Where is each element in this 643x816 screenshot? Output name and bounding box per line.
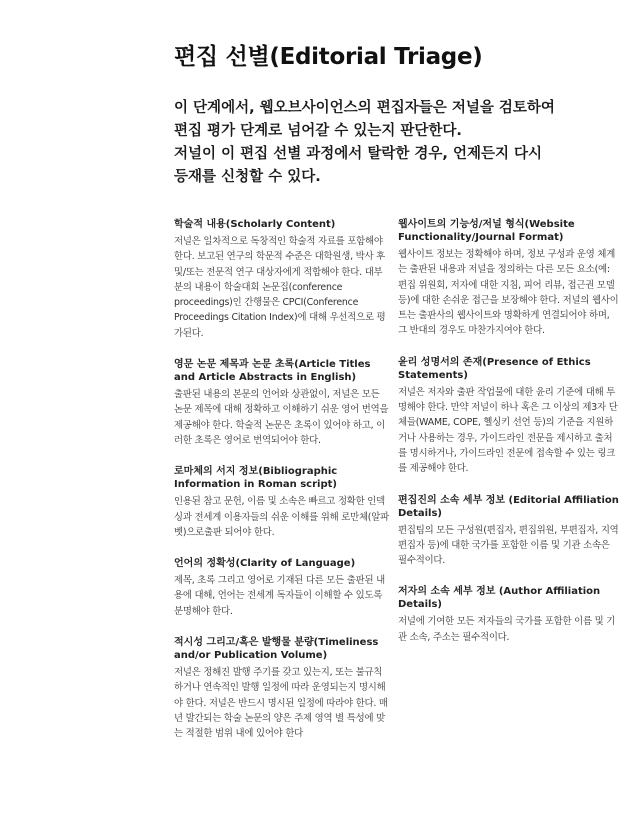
- section-clarity-of-language: [174, 557, 390, 619]
- section-title: 언어의 정확성(Clarity of Language): [174, 558, 356, 570]
- right-column: [398, 218, 620, 662]
- section-title: 영문 논문 제목과 논문 초록(Article Titles and Article Abstracts in English): [174, 359, 371, 384]
- section-author-affiliation: [398, 585, 620, 645]
- section-title: 적시성 그리고/혹은 발행물 분량(Timeliness and/or Publication Volume): [174, 637, 379, 662]
- section-title: 편집진의 소속 세부 정보 (Editorial Affiliation Details): [398, 494, 619, 519]
- section-title: 학술적 내용(Scholarly Content): [174, 219, 336, 230]
- section-title: 윤리 성명서의 존재(Presence of Ethics Statements): [398, 356, 591, 381]
- intro-line: 이 단계에서, 웹오브사이언스의 편집자들은 저널을 검토하여: [174, 100, 555, 116]
- section-body: 출판된 내용의 본문의 언어와 상관없이, 저널은 모든 논문 제목에 대해 정확하고 이해하기 쉬운 영어 번역을 제공해야 한다. 학술적 논문은 초록이 있어야 하고, 이러한 초록은 영어로 번역되어야 한다.: [174, 389, 389, 446]
- section-ethics-statements: [398, 356, 620, 477]
- section-title: 로마체의 서지 정보(Bibliographic Information in Roman script): [174, 466, 338, 491]
- section-body: 저널은 정해진 발행 주기를 갖고 있는지, 또는 불규칙하거나 연속적인 발행 일정에 따라 운영되는지 명시해야 한다. 저널은 반드시 명시된 일정에 따라야 한다. 매년 발간되는 학술 논문의 양은 주제 영역 별 특성에 맞는 적절한 범위 내에 있어야 한다: [174, 667, 388, 740]
- section-english-titles-abstracts: [174, 358, 390, 448]
- section-body: 저널은 저자와 출판 작업물에 대한 윤리 기준에 대해 투명해야 한다. 만약 저널이 하나 혹은 그 이상의 제3자 단체들(WAME, COPE, 헬싱키 선언 등)의 기준을 지원하거나 사용하는 경우, 가이드라인 전문을 제시하고 출처를 명시하거나, 가이드라인 전문에 접속할 수 있는 링크를 제공해야 한다.: [398, 386, 618, 475]
- page-title: 편집 선별(Editorial Triage): [174, 44, 483, 70]
- intro-line: 저널이 이 편집 선별 과정에서 탈락한 경우, 언제든지 다시: [174, 146, 543, 162]
- section-body: 편집팀의 모든 구성원(편집자, 편집위원, 부편집자, 지역편집자 등)에 대한 국가를 포함한 이름 및 기관 소속은 필수적이다.: [398, 524, 619, 567]
- section-body: 인용된 참고 문헌, 이름 및 소속은 빠르고 정확한 인덱싱과 전세계 이용자들의 쉬운 이해를 위해 로만체(알파벳)으로출판 되어야 한다.: [174, 496, 389, 538]
- intro-paragraph: [174, 97, 614, 189]
- section-title: 저자의 소속 세부 정보 (Author Affiliation Details): [398, 586, 601, 611]
- section-roman-script: [174, 465, 390, 540]
- section-scholarly-content: [174, 218, 390, 341]
- section-body: 제목, 초록 그리고 영어로 기재된 다른 모든 출판된 내용에 대해, 언어는 전세계 독자들이 이해할 수 있도록 분명해야 한다.: [174, 575, 386, 617]
- intro-line: 편집 평가 단계로 넘어갈 수 있는지 판단한다.: [174, 123, 462, 139]
- section-body: 웹사이트 정보는 정확해야 하며, 정보 구성과 운영 체계는 출판된 내용과 저널을 정의하는 다른 모든 요소(예: 편집 위원회, 저자에 대한 지침, 피어 리뷰, 접근권 모델 등)에 대한 손쉬운 접근을 보장해야 한다. 저널의 웹사이트는 출판사의 웹사이트와 명확하게 연결되어야 하며, 그 반대의 경우도 마찬가지여야 한다.: [398, 249, 619, 337]
- section-body: 저널은 일차적으로 독창적인 학술적 자료를 포함해야 한다. 보고된 연구의 학문적 수준은 대학원생, 박사 후 및/또는 전문적 연구 대상자에게 적합해야 한다. 대부분의 내용이 학술대회 논문집(conference proceedings)인 간행물은 CPCI(Conference Proceedings Citation Index)에 대해 우선적으로 평가된다.: [174, 236, 386, 339]
- section-timeliness: [174, 636, 390, 741]
- section-website-functionality: [398, 218, 620, 339]
- left-column: [174, 218, 390, 759]
- section-editorial-affiliation: [398, 494, 620, 569]
- section-title: 웹사이트의 기능성/저널 형식(Website Functionality/Journal Format): [398, 219, 575, 243]
- section-body: 저널에 기여한 모든 저자들의 국가를 포함한 이름 및 기관 소속, 주소는 필수적이다.: [398, 616, 616, 643]
- intro-line: 등재를 신청할 수 있다.: [174, 169, 321, 185]
